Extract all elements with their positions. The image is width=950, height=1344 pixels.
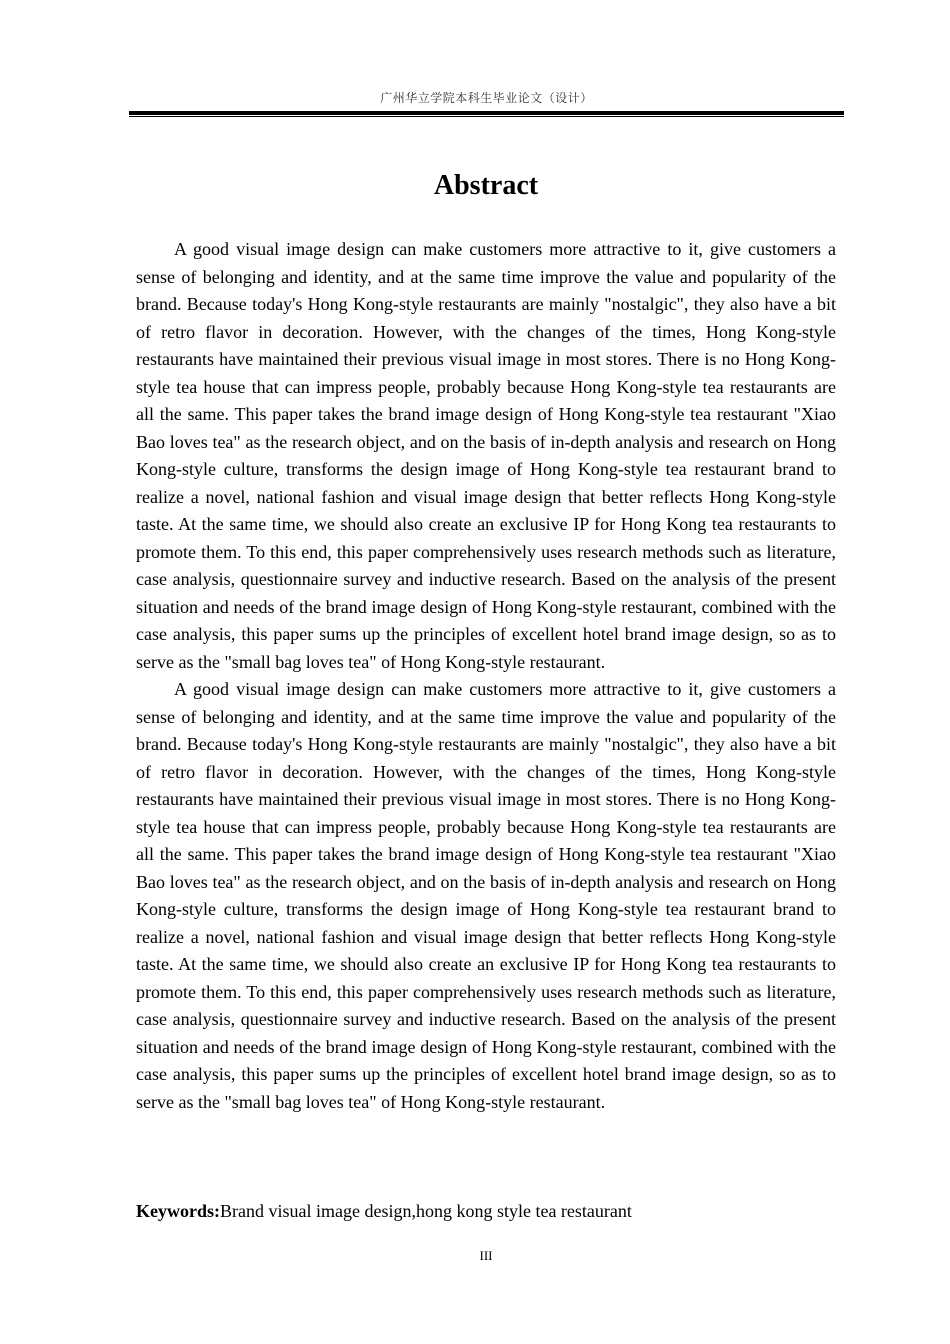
header-rule-thick [129, 111, 844, 115]
keywords-text: Brand visual image design,hong kong style tea restaurant [220, 1201, 632, 1221]
keywords-label: Keywords: [136, 1201, 220, 1221]
abstract-body [136, 236, 836, 1116]
abstract-paragraph-2: A good visual image design can make customers more attractive to it, give customers a sense of belonging and identity, and at the same time improve the value and popularity of the brand. Because today's Hong Kong-style restaurants are mainly "nostalgic", they also have a bit of retro flavor in decoration. However, with the changes of the times, Hong Kong-style restaurants have maintained their previous visual image in most stores. There is no Hong Kong-style tea house that can impress people, probably because Hong Kong-style tea restaurants are all the same. This paper takes the brand image design of Hong Kong-style tea restaurant "Xiao Bao loves tea" as the research object, and on the basis of in-depth analysis and research on Hong Kong-style culture, transforms the design image of Hong Kong-style tea restaurant brand to realize a novel, national fashion and visual image design that better reflects Hong Kong-style taste. At the same time, we should also create an exclusive IP for Hong Kong tea restaurants to promote them. To this end, this paper comprehensively uses research methods such as literature, case analysis, questionnaire survey and inductive research. Based on the analysis of the present situation and needs of the brand image design of Hong Kong-style restaurant, combined with the case analysis, this paper sums up the principles of excellent hotel brand image design, so as to serve as the "small bag loves tea" of Hong Kong-style restaurant. [136, 679, 836, 1112]
page-number: III [479, 1248, 493, 1263]
abstract-paragraph-1: A good visual image design can make customers more attractive to it, give customers a sense of belonging and identity, and at the same time improve the value and popularity of the brand. Because today's Hong Kong-style restaurants are mainly "nostalgic", they also have a bit of retro flavor in decoration. However, with the changes of the times, Hong Kong-style restaurants have maintained their previous visual image in most stores. There is no Hong Kong-style tea house that can impress people, probably because Hong Kong-style tea restaurants are all the same. This paper takes the brand image design of Hong Kong-style tea restaurant "Xiao Bao loves tea" as the research object, and on the basis of in-depth analysis and research on Hong Kong-style culture, transforms the design image of Hong Kong-style tea restaurant brand to realize a novel, national fashion and visual image design that better reflects Hong Kong-style taste. At the same time, we should also create an exclusive IP for Hong Kong tea restaurants to promote them. To this end, this paper comprehensively uses research methods such as literature, case analysis, questionnaire survey and inductive research. Based on the analysis of the present situation and needs of the brand image design of Hong Kong-style restaurant, combined with the case analysis, this paper sums up the principles of excellent hotel brand image design, so as to serve as the "small bag loves tea" of Hong Kong-style restaurant. [136, 239, 836, 672]
header-rule-thin [129, 116, 844, 117]
abstract-title: Abstract [433, 170, 539, 201]
running-header: 广州华立学院本科生毕业论文（设计） [380, 91, 593, 105]
keywords-line [136, 1198, 836, 1226]
